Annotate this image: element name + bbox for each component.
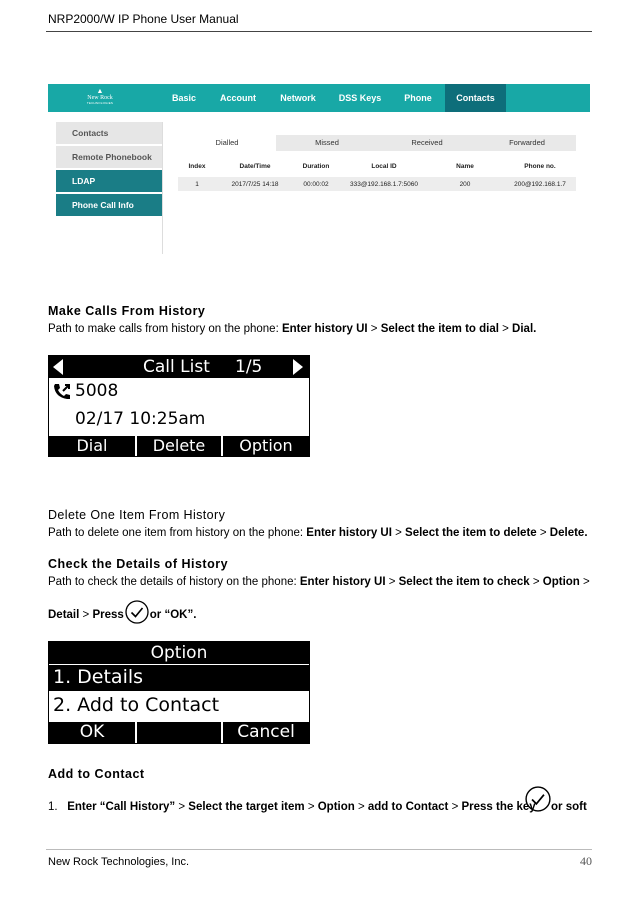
web-ui-topbar <box>48 84 590 112</box>
lcd-option-softkey-bar <box>49 722 309 743</box>
add-contact-step-1: 1. Enter “Call History” > Select the target item > Option > add to Contact > Press the key <box>48 801 536 813</box>
softkey-dial[interactable]: Dial <box>76 436 108 455</box>
logo-mark-icon: ▲ <box>96 88 104 95</box>
softkey-option[interactable]: Option <box>239 436 293 455</box>
lcd-option-title: Option <box>150 643 208 663</box>
lcd-call-list-screen <box>48 355 310 457</box>
right-arrow-icon <box>293 359 303 375</box>
softkey-ok[interactable]: OK <box>79 722 105 742</box>
web-ui-screenshot <box>48 84 590 254</box>
table-cell: 00:00:02 <box>303 181 329 188</box>
heading-check-details: Check the Details of History <box>48 557 229 571</box>
tab-received[interactable]: Received <box>411 138 443 147</box>
softkey-empty <box>137 722 221 743</box>
footer-rule <box>46 849 592 850</box>
lcd-call-datetime: 02/17 10:25am <box>75 409 206 429</box>
table-cell: 200 <box>459 181 471 188</box>
lcd-call-number: 5008 <box>75 381 119 401</box>
lcd-softkey-bar <box>49 436 309 456</box>
lcd-option-screen <box>48 641 310 744</box>
softkey-cancel[interactable]: Cancel <box>237 722 295 742</box>
table-cell: 2017/7/25 14:18 <box>231 181 279 188</box>
softkey-delete[interactable]: Delete <box>152 436 206 455</box>
lcd-title: Call List <box>143 357 210 377</box>
column-header-phone-no: Phone no. <box>524 163 556 170</box>
tab-missed[interactable]: Missed <box>315 138 339 147</box>
table-cell: 200@192.168.1.7 <box>514 181 566 188</box>
sidebar-item-contacts[interactable]: Contacts <box>56 122 162 144</box>
heading-add-to-contact: Add to Contact <box>48 767 145 781</box>
nav-basic[interactable]: Basic <box>171 93 197 103</box>
column-header-name: Name <box>456 163 474 170</box>
left-arrow-icon <box>53 359 63 375</box>
ok-check-icon <box>125 600 149 624</box>
table-cell: 333@192.168.1.7:5060 <box>349 181 419 188</box>
web-ui-sidebar <box>56 122 163 254</box>
nav-contacts[interactable]: Contacts <box>445 84 506 112</box>
page-number: 40 <box>580 854 592 868</box>
nav-phone[interactable]: Phone <box>404 93 432 103</box>
nav-account[interactable]: Account <box>220 93 256 103</box>
document-header: NRP2000/W IP Phone User Manual <box>48 12 239 26</box>
footer-company: New Rock Technologies, Inc. <box>48 856 190 868</box>
tab-forwarded[interactable]: Forwarded <box>509 138 545 147</box>
column-header-index: Index <box>188 163 206 170</box>
ok-check-icon <box>525 786 551 812</box>
tab-dialled[interactable]: Dialled <box>178 135 276 151</box>
make-calls-path: Path to make calls from history on the phone: Enter history UI > Select the item to dial > Dial. <box>48 323 537 335</box>
column-header-datetime: Date/Time <box>239 163 271 170</box>
check-details-path-line2: Detail > Press or “OK”. <box>48 600 196 624</box>
call-history-tabs <box>178 135 576 151</box>
outgoing-call-icon <box>52 382 72 400</box>
heading-delete-item: Delete One Item From History <box>48 508 226 522</box>
column-header-duration: Duration <box>302 163 330 170</box>
add-contact-step-1-tail: or soft <box>551 801 587 813</box>
heading-make-calls: Make Calls From History <box>48 304 206 318</box>
sidebar-item-remote-phonebook[interactable]: Remote Phonebook <box>56 146 162 168</box>
lcd-option-item-add-contact[interactable]: 2. Add to Contact <box>53 694 220 716</box>
column-header-local-id: Local ID <box>371 163 397 170</box>
nav-network[interactable]: Network <box>280 93 316 103</box>
table-cell: 1 <box>195 181 199 188</box>
lcd-title-bar <box>49 356 309 378</box>
new-rock-logo: ▲ New Rock TECHNOLOGIES <box>78 89 122 107</box>
sidebar-item-ldap[interactable]: LDAP <box>56 170 162 192</box>
sidebar-item-phone-call-info[interactable]: Phone Call Info <box>56 194 162 216</box>
check-details-path: Path to check the details of history on the phone: Enter history UI > Select the item to check > Option > <box>48 576 590 588</box>
lcd-page-indicator: 1/5 <box>235 357 263 377</box>
delete-item-path: Path to delete one item from history on the phone: Enter history UI > Select the item to delete > Delete. <box>48 527 588 539</box>
header-rule <box>46 31 592 32</box>
lcd-option-title-bar <box>49 642 309 664</box>
lcd-option-item-details[interactable]: 1. Details <box>49 665 309 691</box>
nav-dss-keys[interactable]: DSS Keys <box>338 93 382 103</box>
